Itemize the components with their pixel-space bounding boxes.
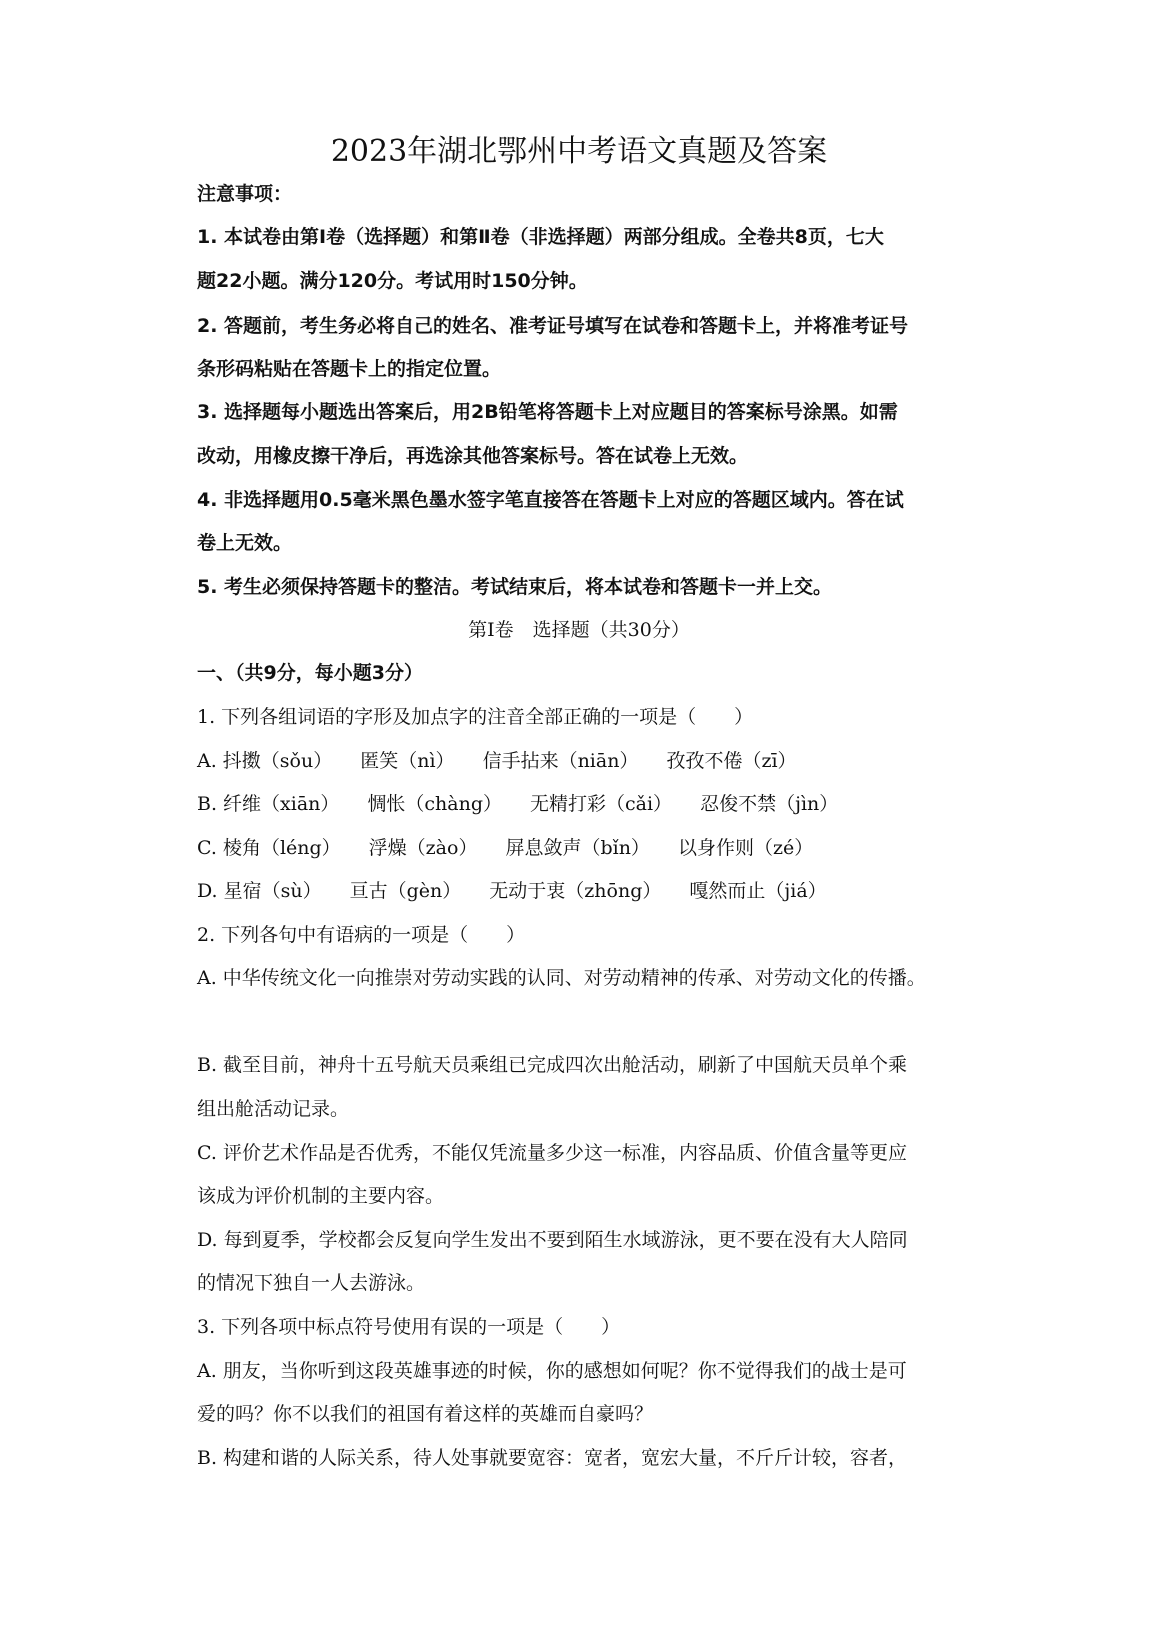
question-3-stem: 3. 下列各项中标点符号使用有误的一项是（ ） (197, 1316, 621, 1338)
option-term: 亘古（gèn） (349, 880, 462, 902)
question-2-option-d-line2: 的情况下独自一人去游泳。 (197, 1272, 426, 1294)
question-2-option-d-line1: D. 每到夏季，学校都会反复向学生发出不要到陌生水域游泳，更不要在没有大人陪同 (197, 1229, 908, 1251)
option-term: 惆怅（chàng） (367, 793, 503, 815)
notice-item-1-line1: 1. 本试卷由第Ⅰ卷（选择题）和第Ⅱ卷（非选择题）两部分组成。全卷共8页，七大 (197, 226, 884, 248)
section-heading: 第Ⅰ卷 选择题（共30分） (468, 619, 690, 641)
question-2-option-b-line1: B. 截至目前，神舟十五号航天员乘组已完成四次出舱活动，刷新了中国航天员单个乘 (197, 1054, 908, 1076)
notice-item-5: 5. 考生必须保持答题卡的整洁。考试结束后，将本试卷和答题卡一并上交。 (197, 576, 833, 598)
option-term: 无精打彩（cǎi） (530, 793, 673, 815)
notice-heading: 注意事项： (197, 183, 293, 205)
option-term: 无动于衷（zhōng） (489, 880, 662, 902)
part-heading: 一、（共9分，每小题3分） (197, 662, 423, 684)
option-term: 屏息敛声（bǐn） (505, 837, 650, 859)
question-2-option-c-line2: 该成为评价机制的主要内容。 (197, 1185, 445, 1207)
question-1-option-c (197, 835, 841, 861)
option-term: 以身作则（zé） (677, 837, 814, 859)
option-term: 嘎然而止（jiá） (689, 880, 827, 902)
question-1-stem: 1. 下列各组词语的字形及加点字的注音全部正确的一项是（ ） (197, 706, 754, 728)
notice-item-2-line1: 2. 答题前，考生务必将自己的姓名、准考证号填写在试卷和答题卡上，并将准考证号 (197, 315, 909, 337)
option-term: B. 纤维（xiān） (197, 793, 340, 815)
option-term: 匿笑（nì） (360, 750, 455, 772)
question-1-option-d (197, 878, 855, 904)
notice-item-1-line2: 题22小题。满分120分。考试用时150分钟。 (197, 270, 588, 292)
question-1-option-a (197, 748, 825, 774)
option-term: 信手拈来（niān） (482, 750, 639, 772)
question-3-option-a-line1: A. 朋友，当你听到这段英雄事迹的时候，你的感想如何呢？你不觉得我们的战士是可 (197, 1360, 907, 1382)
notice-item-3-line2: 改动，用橡皮擦干净后，再选涂其他答案标号。答在试卷上无效。 (197, 445, 749, 467)
option-term: 孜孜不倦（zī） (666, 750, 797, 772)
notice-item-2-line2: 条形码粘贴在答题卡上的指定位置。 (197, 358, 502, 380)
option-term: A. 抖擞（sǒu） (197, 750, 333, 772)
option-term: 忍俊不禁（jìn） (700, 793, 839, 815)
option-term: D. 星宿（sù） (197, 880, 322, 902)
question-2-option-b-line2: 组出舱活动记录。 (197, 1098, 350, 1120)
question-2-option-a: A. 中华传统文化一向推崇对劳动实践的认同、对劳动精神的传承、对劳动文化的传播。 (197, 967, 926, 989)
question-3-option-a-line2: 爱的吗？你不以我们的祖国有着这样的英雄而自豪吗？ (197, 1403, 654, 1425)
option-term: 浮燥（zào） (368, 837, 478, 859)
question-2-stem: 2. 下列各句中有语病的一项是（ ） (197, 924, 526, 946)
notice-item-3-line1: 3. 选择题每小题选出答案后，用2B铅笔将答题卡上对应题目的答案标号涂黑。如需 (197, 401, 898, 423)
option-term: C. 棱角（léng） (197, 837, 341, 859)
page-title: 2023年湖北鄂州中考语文真题及答案 (330, 134, 828, 169)
question-2-option-c-line1: C. 评价艺术作品是否优秀，不能仅凭流量多少这一标准，内容品质、价值含量等更应 (197, 1142, 907, 1164)
notice-item-4-line2: 卷上无效。 (197, 532, 293, 554)
question-3-option-b-line1: B. 构建和谐的人际关系，待人处事就要宽容：宽者，宽宏大量，不斤斤计较，容者， (197, 1447, 908, 1469)
notice-item-4-line1: 4. 非选择题用0.5毫米黑色墨水签字笔直接答在答题卡上对应的答题区域内。答在试 (197, 489, 904, 511)
question-1-option-b (197, 791, 866, 817)
